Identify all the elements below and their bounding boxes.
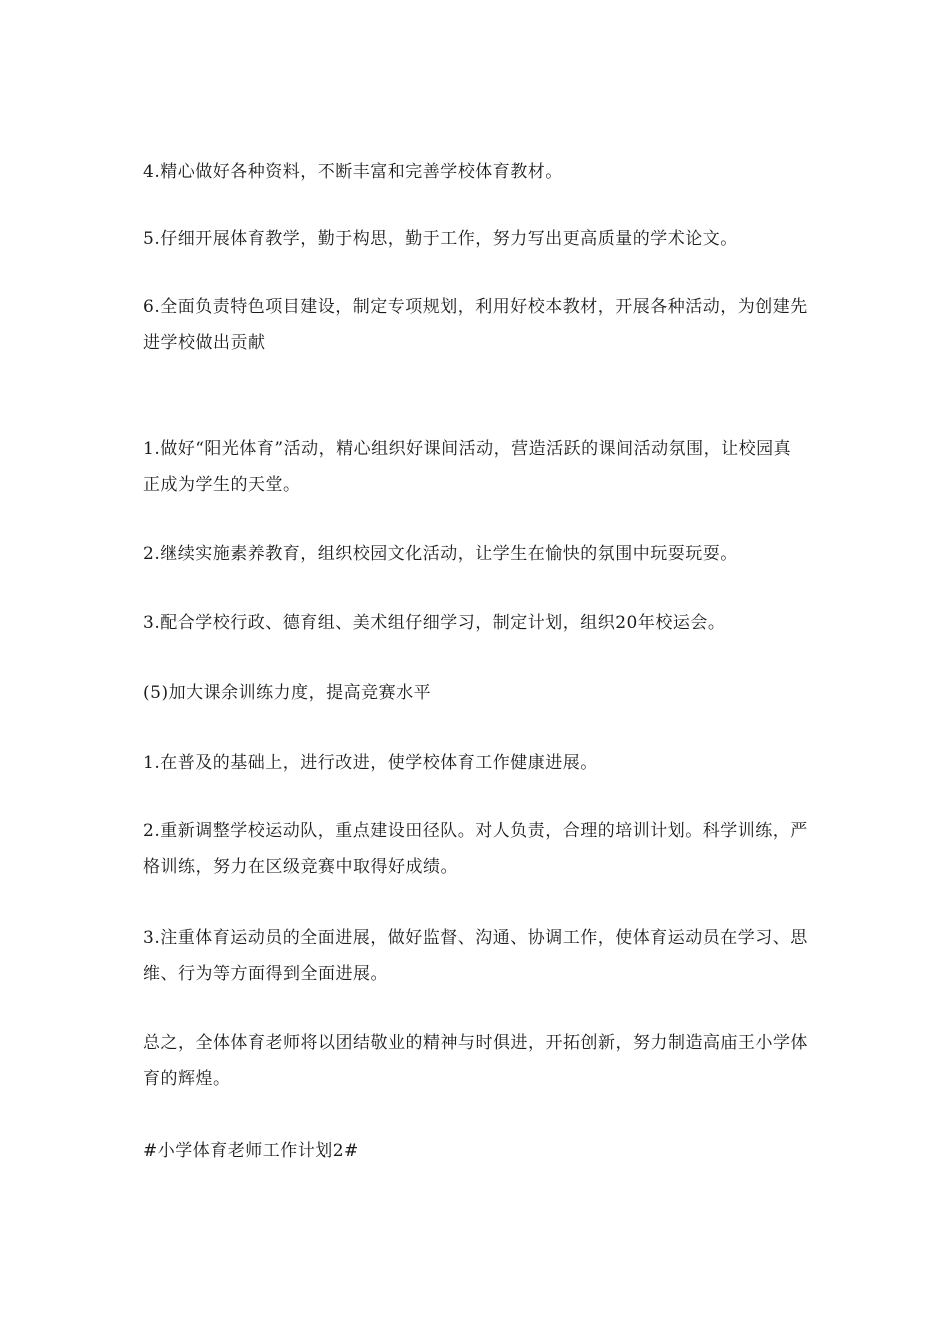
- section-heading-training: (5)加大课余训练力度，提高竞赛水平: [143, 683, 432, 703]
- paragraph-popularization: 1.在普及的基础上，进行改进，使学校体育工作健康进展。: [143, 753, 598, 773]
- paragraph-item-6: 6.全面负责特色项目建设，制定专项规划，利用好校本教材，开展各种活动，为创建先进学校做出贡献: [143, 297, 808, 353]
- paragraph-sunshine-sports: 1.做好“阳光体育”活动，精心组织好课间活动，营造活跃的课间活动氛围，让校园真正成为学生的天堂。: [143, 439, 792, 495]
- next-plan-heading: #小学体育老师工作计划2#: [143, 1141, 359, 1161]
- paragraph-sports-team: 2.重新调整学校运动队，重点建设田径队。对人负责，合理的培训计划。科学训练，严格训练，努力在区级竞赛中取得好成绩。: [143, 821, 808, 877]
- paragraph-sports-meeting: 3.配合学校行政、德育组、美术组仔细学习，制定计划，组织20年校运会。: [143, 613, 726, 633]
- paragraph-item-4: 4.精心做好各种资料，不断丰富和完善学校体育教材。: [143, 162, 563, 182]
- paragraph-item-5: 5.仔细开展体育教学，勤于构思，勤于工作，努力写出更高质量的学术论文。: [143, 229, 738, 249]
- paragraph-conclusion: 总之，全体体育老师将以团结敬业的精神与时俱进，开拓创新，努力制造高庙王小学体育的辉煌。: [143, 1033, 808, 1089]
- paragraph-athlete-development: 3.注重体育运动员的全面进展，做好监督、沟通、协调工作，使体育运动员在学习、思维、行为等方面得到全面进展。: [143, 928, 808, 984]
- paragraph-quality-education: 2.继续实施素养教育，组织校园文化活动，让学生在愉快的氛围中玩耍玩耍。: [143, 544, 738, 564]
